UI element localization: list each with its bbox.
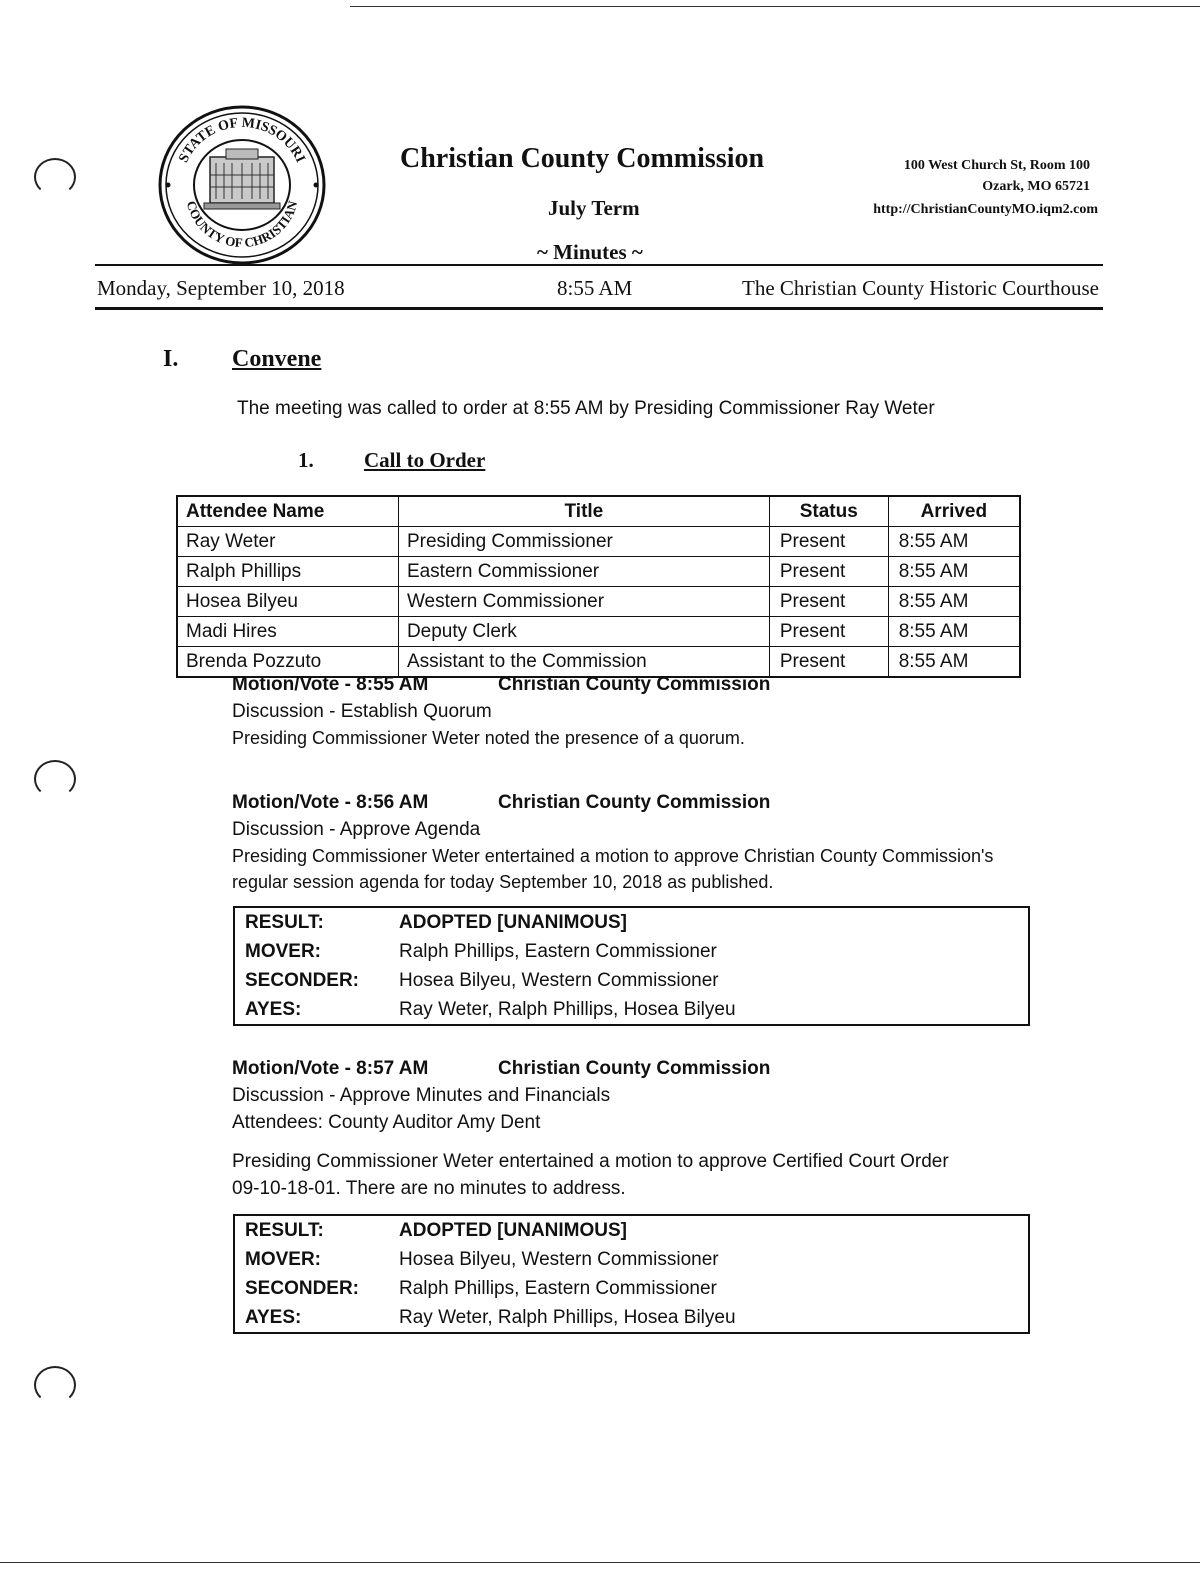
attendee-status: Present	[769, 557, 888, 587]
motion-attendees: Attendees: County Auditor Amy Dent	[232, 1112, 541, 1133]
attendee-name: Ralph Phillips	[177, 557, 398, 587]
table-row	[177, 647, 1020, 678]
attendee-status: Present	[769, 647, 888, 678]
attendee-table	[176, 495, 1021, 678]
seal-text-top: STATE OF MISSOURI	[176, 115, 308, 166]
vote-result-table	[233, 906, 1030, 1026]
table-row	[177, 617, 1020, 647]
motion-discussion: Discussion - Establish Quorum	[232, 701, 492, 722]
motion-heading	[232, 674, 771, 696]
attendee-status: Present	[769, 587, 888, 617]
seconder-value: Hosea Bilyeu, Western Commissioner	[399, 969, 719, 991]
table-row	[177, 557, 1020, 587]
attendee-title: Eastern Commissioner	[398, 557, 769, 587]
motion-text: 09-10-18-01. There are no minutes to address.	[232, 1178, 626, 1199]
attendee-table-header	[177, 496, 1020, 527]
header-rule-top	[95, 264, 1103, 266]
attendee-title: Western Commissioner	[398, 587, 769, 617]
address-line-2: Ozark, MO 65721	[982, 179, 1090, 194]
table-row	[234, 1274, 1029, 1303]
table-row	[234, 907, 1029, 937]
seconder-label: SECONDER:	[245, 1277, 360, 1299]
mover-label: MOVER:	[245, 1248, 321, 1270]
motion-text: regular session agenda for today September 10, 2018 as published.	[232, 872, 774, 892]
attendee-title: Presiding Commissioner	[398, 527, 769, 557]
attendee-arrived: 8:55 AM	[888, 617, 1020, 647]
website-link[interactable]: http://ChristianCountyMO.iqm2.com	[873, 202, 1098, 217]
meeting-time: 8:55 AM	[557, 276, 633, 300]
motion-label: Motion/Vote - 8:56 AM	[232, 792, 429, 813]
motion-text: Presiding Commissioner Weter entertained a motion to approve Christian County Commission's	[232, 846, 994, 866]
vote-result-table	[233, 1214, 1030, 1334]
motion-discussion: Discussion - Approve Agenda	[232, 819, 481, 840]
attendee-title: Deputy Clerk	[398, 617, 769, 647]
attendee-name: Brenda Pozzuto	[177, 647, 398, 678]
table-row	[177, 587, 1020, 617]
ayes-label: AYES:	[245, 998, 302, 1020]
col-header-arrived: Arrived	[888, 496, 1020, 527]
col-header-status: Status	[769, 496, 888, 527]
motion-discussion: Discussion - Approve Minutes and Financials	[232, 1085, 611, 1106]
motion-text: Presiding Commissioner Weter entertained a motion to approve Certified Court Order	[232, 1151, 949, 1172]
meeting-date: Monday, September 10, 2018	[97, 276, 345, 300]
table-row	[234, 1303, 1029, 1333]
mover-label: MOVER:	[245, 940, 321, 962]
mover-value: Ralph Phillips, Eastern Commissioner	[399, 940, 717, 962]
punch-hole-icon	[34, 158, 76, 196]
table-row	[234, 1245, 1029, 1274]
header-rule-bottom	[95, 307, 1103, 310]
motion-body: Christian County Commission	[498, 674, 771, 695]
term-label: July Term	[548, 196, 640, 220]
address-line-1: 100 West Church St, Room 100	[903, 158, 1090, 173]
motion-label: Motion/Vote - 8:57 AM	[232, 1058, 429, 1079]
table-row	[234, 995, 1029, 1025]
convene-paragraph: The meeting was called to order at 8:55 AM by Presiding Commissioner Ray Weter	[237, 398, 935, 419]
table-row	[234, 966, 1029, 995]
ayes-label: AYES:	[245, 1306, 302, 1328]
subsection-number: 1.	[298, 448, 314, 472]
attendee-title: Assistant to the Commission	[398, 647, 769, 678]
seconder-value: Ralph Phillips, Eastern Commissioner	[399, 1277, 717, 1299]
table-row	[234, 937, 1029, 966]
result-value: ADOPTED [UNANIMOUS]	[399, 1219, 627, 1241]
mover-value: Hosea Bilyeu, Western Commissioner	[399, 1248, 719, 1270]
attendee-arrived: 8:55 AM	[888, 557, 1020, 587]
motion-text: Presiding Commissioner Weter noted the presence of a quorum.	[232, 728, 745, 748]
commission-title: Christian County Commission	[400, 143, 765, 174]
attendee-arrived: 8:55 AM	[888, 647, 1020, 678]
result-label: RESULT:	[245, 911, 324, 933]
punch-hole-icon	[34, 760, 76, 798]
seconder-label: SECONDER:	[245, 969, 360, 991]
attendee-name: Madi Hires	[177, 617, 398, 647]
ayes-value: Ray Weter, Ralph Phillips, Hosea Bilyeu	[399, 1306, 736, 1328]
seal-text-bottom: COUNTY OF CHRISTIAN	[183, 199, 301, 251]
subsection-title: Call to Order	[364, 448, 486, 472]
scan-bottom-rule	[0, 1562, 1200, 1563]
minutes-label: ~ Minutes ~	[537, 240, 643, 264]
scan-top-rule	[350, 6, 1200, 7]
section-number: I.	[163, 346, 179, 372]
attendee-status: Present	[769, 617, 888, 647]
attendee-name: Hosea Bilyeu	[177, 587, 398, 617]
county-seal-icon	[158, 105, 326, 265]
attendee-name: Ray Weter	[177, 527, 398, 557]
col-header-title: Title	[398, 496, 769, 527]
table-row	[234, 1215, 1029, 1245]
attendee-arrived: 8:55 AM	[888, 527, 1020, 557]
motion-label: Motion/Vote - 8:55 AM	[232, 674, 429, 695]
motion-body: Christian County Commission	[498, 1058, 771, 1079]
result-value: ADOPTED [UNANIMOUS]	[399, 911, 627, 933]
section-title: Convene	[232, 346, 322, 372]
result-label: RESULT:	[245, 1219, 324, 1241]
table-row	[177, 527, 1020, 557]
motion-body: Christian County Commission	[498, 792, 771, 813]
punch-hole-icon	[34, 1366, 76, 1404]
motion-heading	[232, 1058, 771, 1080]
attendee-arrived: 8:55 AM	[888, 587, 1020, 617]
ayes-value: Ray Weter, Ralph Phillips, Hosea Bilyeu	[399, 998, 736, 1020]
col-header-name: Attendee Name	[177, 496, 398, 527]
meeting-location: The Christian County Historic Courthouse	[742, 276, 1099, 300]
motion-heading	[232, 792, 771, 814]
attendee-status: Present	[769, 527, 888, 557]
